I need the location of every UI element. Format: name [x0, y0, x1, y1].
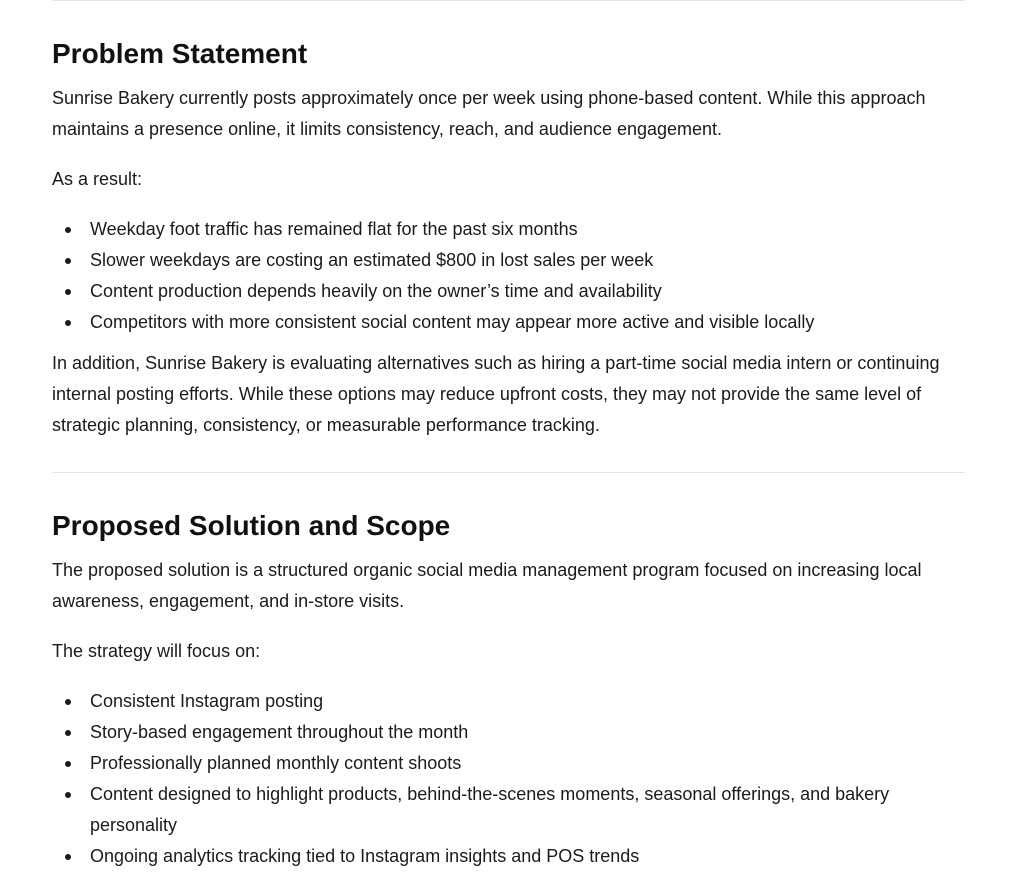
problem-statement-section: [52, 37, 967, 441]
list-item: Story-based engagement throughout the month: [52, 717, 967, 748]
proposed-solution-heading: Proposed Solution and Scope: [52, 510, 451, 541]
problem-statement-heading: Problem Statement: [52, 38, 308, 69]
proposed-solution-section: [52, 509, 967, 872]
list-item: Content designed to highlight products, behind-the-scenes moments, seasonal offerings, and bakery personality: [52, 779, 967, 841]
section-divider: [52, 472, 965, 473]
list-item: Professionally planned monthly content shoots: [52, 748, 967, 779]
list-item: Competitors with more consistent social content may appear more active and visible locally: [52, 307, 967, 338]
list-item: Slower weekdays are costing an estimated $800 in lost sales per week: [52, 245, 967, 276]
list-item: Ongoing analytics tracking tied to Instagram insights and POS trends: [52, 841, 967, 872]
problem-lead-in: As a result:: [52, 169, 143, 189]
list-item: Consistent Instagram posting: [52, 686, 967, 717]
problem-bullet-list: [52, 214, 967, 338]
list-item: Content production depends heavily on the owner’s time and availability: [52, 276, 967, 307]
problem-closing-paragraph: In addition, Sunrise Bakery is evaluating alternatives such as hiring a part-time social media intern or continuing internal posting efforts. While these options may reduce upfront costs, they may not provide the same level of strategic planning, consistency, or measurable performance tracking.: [52, 353, 940, 435]
top-divider: [52, 0, 965, 1]
list-item: Weekday foot traffic has remained flat for the past six months: [52, 214, 967, 245]
solution-intro-paragraph: The proposed solution is a structured organic social media management program focused on increasing local awareness, engagement, and in-store visits.: [52, 560, 922, 611]
problem-intro-paragraph: Sunrise Bakery currently posts approximately once per week using phone-based content. While this approach maintains a presence online, it limits consistency, reach, and audience engagement.: [52, 88, 926, 139]
solution-bullet-list: [52, 686, 967, 872]
solution-lead-in: The strategy will focus on:: [52, 641, 261, 661]
